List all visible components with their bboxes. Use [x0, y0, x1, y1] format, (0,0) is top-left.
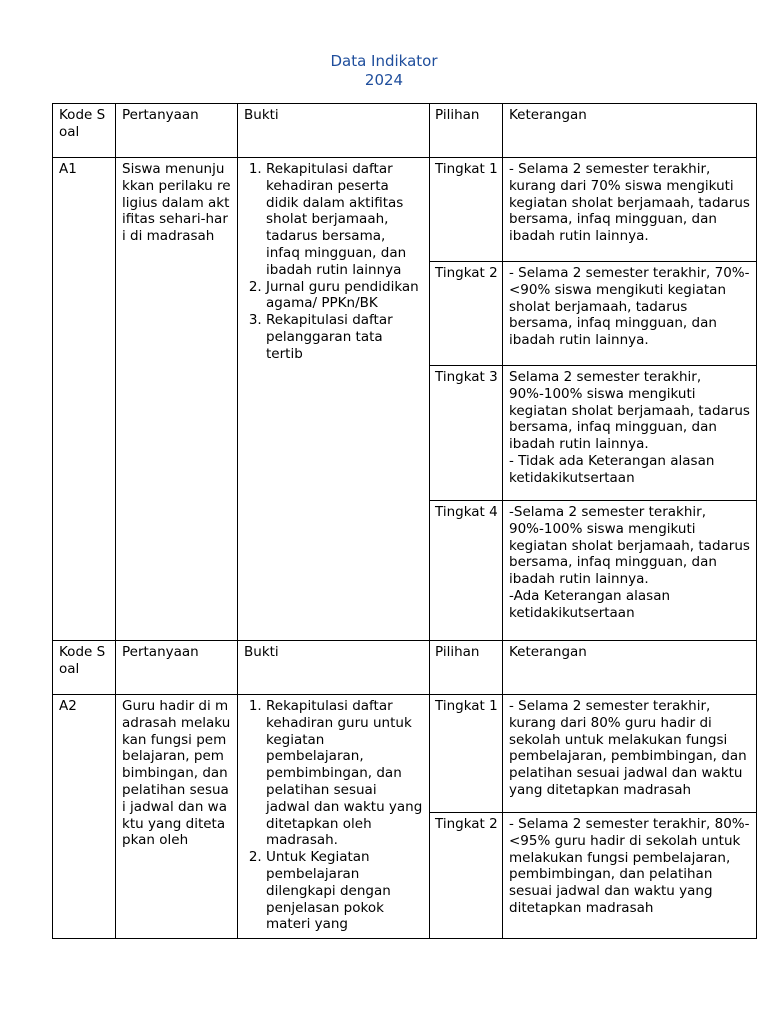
keterangan-cell	[503, 158, 757, 262]
bukti-item: 2. Untuk Kegiatan pembelajaran dilengkapi dengan penjelasan pokok materi yang	[266, 849, 423, 933]
keterangan-text: - Selama 2 semester terakhir, 70%-<90% siswa mengikuti kegiatan sholat berjamaah, tadarus bersama, infaq mingguan, dan ibadah rutin lainnya.	[509, 265, 750, 349]
header-pilihan: Pilihan	[430, 641, 503, 695]
header-pilihan: Pilihan	[430, 104, 503, 158]
header-bukti: Bukti	[238, 104, 430, 158]
pilihan-cell: Tingkat 3	[430, 366, 503, 501]
bukti-cell	[238, 695, 430, 939]
pilihan-cell: Tingkat 1	[430, 158, 503, 262]
table-header-row	[53, 104, 757, 158]
header-pertanyaan: Pertanyaan	[116, 104, 238, 158]
keterangan-text: Selama 2 semester terakhir, 90%-100% siswa mengikuti kegiatan sholat berjamaah, tadarus bersama, infaq mingguan, dan ibadah rutin lainnya.	[509, 369, 750, 453]
kode-soal-cell: A1	[53, 158, 116, 641]
table-row	[53, 158, 757, 262]
keterangan-text: - Selama 2 semester terakhir, 80%-<95% guru hadir di sekolah untuk melakukan fungsi pembelajaran, pembimbingan, dan pelatihan sesuai jadwal dan waktu yang ditetapkan madrasah	[509, 816, 750, 916]
header-pertanyaan: Pertanyaan	[116, 641, 238, 695]
indicator-table	[52, 103, 757, 939]
header-kode-soal: Kode Soal	[53, 104, 116, 158]
bukti-list	[242, 161, 423, 363]
pilihan-cell: Tingkat 2	[430, 813, 503, 939]
kode-soal-cell: A2	[53, 695, 116, 939]
header-keterangan: Keterangan	[503, 104, 757, 158]
keterangan-cell	[503, 262, 757, 366]
bukti-list	[242, 698, 423, 933]
keterangan-cell	[503, 813, 757, 939]
header-keterangan: Keterangan	[503, 641, 757, 695]
table-row	[53, 695, 757, 813]
keterangan-cell	[503, 501, 757, 641]
keterangan-cell	[503, 366, 757, 501]
pilihan-cell: Tingkat 2	[430, 262, 503, 366]
bukti-item: 2. Jurnal guru pendidikan agama/ PPKn/BK	[266, 279, 423, 313]
keterangan-cell	[503, 695, 757, 813]
table-header-row	[53, 641, 757, 695]
title-line-2: 2024	[364, 71, 404, 89]
bukti-item: 3. Rekapitulasi daftar pelanggaran tata tertib	[266, 312, 423, 362]
document-title	[0, 52, 768, 90]
pilihan-cell: Tingkat 1	[430, 695, 503, 813]
keterangan-text: -Selama 2 semester terakhir, 90%-100% siswa mengikuti kegiatan sholat berjamaah, tadarus bersama, infaq mingguan, dan ibadah rutin lainnya.	[509, 504, 750, 588]
pertanyaan-cell: Guru hadir di madrasah melakukan fungsi pembelajaran, pembimbingan, dan pelatihan sesuai jadwal dan waktu yang ditetapkan oleh	[116, 695, 238, 939]
keterangan-text: -Ada Keterangan alasan ketidakikutsertaan	[509, 587, 671, 621]
keterangan-text: - Selama 2 semester terakhir, kurang dari 70% siswa mengikuti kegiatan sholat berjamaah, tadarus bersama, infaq mingguan, dan ibadah rutin lainnya.	[509, 161, 750, 245]
keterangan-text: - Selama 2 semester terakhir, kurang dari 80% guru hadir di sekolah untuk melakukan fungsi pembelajaran, pembimbingan, dan pelatihan sesuai jadwal dan waktu yang ditetapkan madrasah	[509, 698, 747, 798]
bukti-cell	[238, 158, 430, 641]
pilihan-cell: Tingkat 4	[430, 501, 503, 641]
bukti-item: 1. Rekapitulasi daftar kehadiran peserta didik dalam aktifitas sholat berjamaah, tadarus bersama, infaq mingguan, dan ibadah rutin lainnya	[266, 161, 423, 279]
title-line-1: Data Indikator	[330, 52, 438, 70]
bukti-item: 1. Rekapitulasi daftar kehadiran guru untuk kegiatan pembelajaran, pembimbingan, dan pelatihan sesuai jadwal dan waktu yang ditetapkan oleh madrasah.	[266, 698, 423, 849]
header-kode-soal: Kode Soal	[53, 641, 116, 695]
pertanyaan-cell: Siswa menunjukkan perilaku religius dalam aktifitas sehari-hari di madrasah	[116, 158, 238, 641]
header-bukti: Bukti	[238, 641, 430, 695]
keterangan-text: - Tidak ada Keterangan alasan ketidakikutsertaan	[509, 452, 715, 486]
